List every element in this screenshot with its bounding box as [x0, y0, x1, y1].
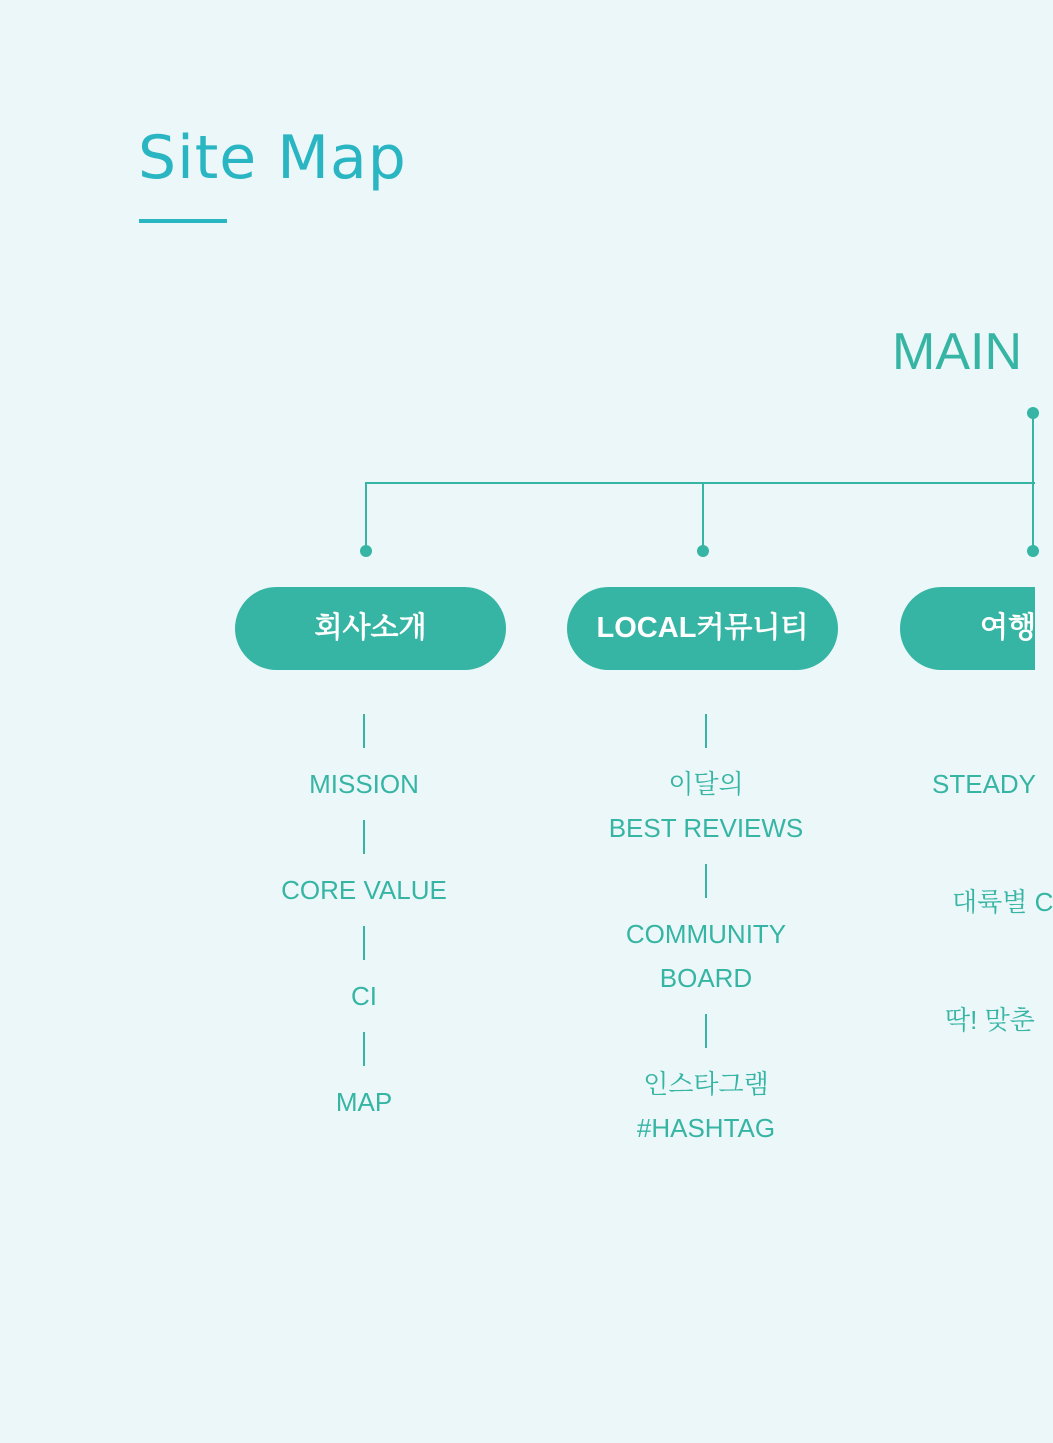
- submenu-item-steady[interactable]: STEADY: [932, 769, 1037, 799]
- divider: [363, 1032, 365, 1066]
- divider: [705, 1014, 707, 1048]
- submenu-item-ci[interactable]: CI: [351, 981, 377, 1011]
- item-line: #HASHTAG: [636, 1113, 776, 1143]
- item-line: BOARD: [659, 963, 753, 993]
- company-submenu: [214, 700, 514, 1124]
- item-line: 이달의: [668, 769, 744, 799]
- item-line: COMMUNITY: [625, 919, 787, 949]
- local-community-submenu: [556, 700, 856, 1150]
- travel-submenu: [932, 700, 1053, 1042]
- submenu-item-community-board[interactable]: [626, 912, 786, 1000]
- divider: [705, 864, 707, 898]
- branch-dot: [360, 545, 372, 557]
- submenu-item-best-reviews[interactable]: [609, 762, 804, 850]
- divider: [705, 714, 707, 748]
- section-button-travel[interactable]: 여행: [900, 587, 1035, 670]
- branch-dot: [1027, 545, 1039, 557]
- section-button-company[interactable]: 회사소개: [235, 587, 506, 670]
- submenu-item-by-continent[interactable]: 대륙별 C: [952, 887, 1053, 917]
- branch-dot: [697, 545, 709, 557]
- main-node-label[interactable]: MAIN: [892, 323, 1022, 381]
- section-button-local-community[interactable]: LOCAL커뮤니티: [567, 587, 838, 670]
- submenu-item-core-value[interactable]: CORE VALUE: [281, 875, 447, 905]
- divider: [363, 714, 365, 748]
- page-title: Site Map: [138, 123, 407, 193]
- divider: [363, 926, 365, 960]
- submenu-item-customized[interactable]: 딱! 맞춘: [945, 1005, 1035, 1035]
- item-line: BEST REVIEWS: [608, 813, 804, 843]
- submenu-item-mission[interactable]: MISSION: [309, 769, 419, 799]
- submenu-item-map[interactable]: MAP: [335, 1087, 393, 1117]
- divider: [363, 820, 365, 854]
- submenu-item-instagram-hashtag[interactable]: [637, 1062, 775, 1150]
- item-line: 인스타그램: [643, 1069, 769, 1099]
